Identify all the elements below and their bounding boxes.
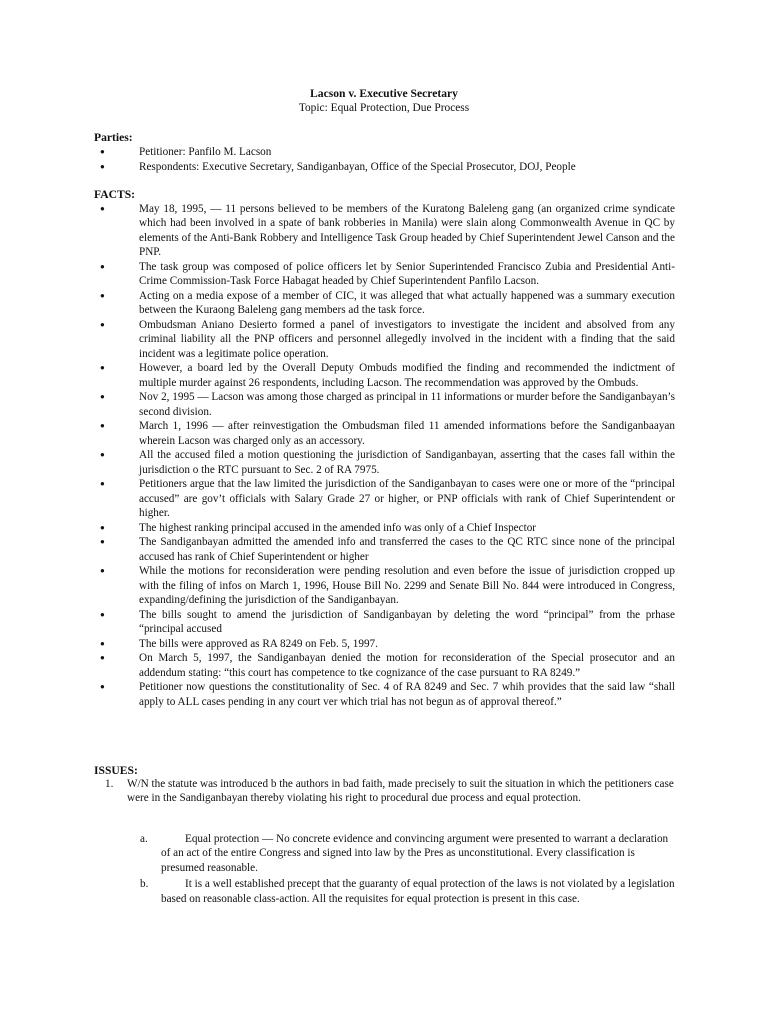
- fact-item: [0, 637, 768, 651]
- fact-text: The task group was composed of police officers let by Senior Superintended Francisco Zubia and Presidential Anti-Crime Commission-Task Force Habagat headed by Chief Superintendent Panfilo Lacson.: [139, 260, 675, 288]
- fact-text: On March 5, 1997, the Sandiganbayan denied the motion for reconsideration of the Special prosecutor and an addendum stating: “this court has competence to tke cognizance of the case pursuant to RA 8249.”: [139, 652, 675, 679]
- issues-heading: ISSUES:: [94, 764, 138, 777]
- fact-item: [0, 318, 768, 361]
- party-item: [0, 160, 768, 174]
- bullet-icon: ●: [100, 290, 105, 300]
- fact-text: The bills were approved as RA 8249 on Feb. 5, 1997.: [139, 637, 378, 650]
- fact-text: Acting on a media expose of a member of CIC, it was alleged that what actually happened was a summary execution between the Kuraong Baleleng gang members ad the task force.: [139, 289, 675, 317]
- fact-item: [0, 521, 768, 535]
- fact-item: [0, 608, 768, 637]
- fact-item: [0, 564, 768, 607]
- fact-item: [0, 202, 768, 260]
- bullet-icon: ●: [100, 653, 105, 663]
- bullet-icon: ●: [100, 450, 105, 460]
- fact-item: [0, 419, 768, 448]
- fact-text: Petitioners argue that the law limited the jurisdiction of the Sandiganbayan to cases were one or more of the “principal accused” are gov’t officials with Salary Grade 27 or higher, or PNP officials with rank of Chief Superintendent or higher.: [139, 478, 675, 520]
- issues-list: [0, 777, 768, 806]
- subpoint-item: [0, 832, 768, 875]
- bullet-icon: ●: [100, 147, 105, 156]
- fact-text: March 1, 1996 — after reinvestigation the Ombudsman filed 11 amended informations before the Sandiganbaayan wherein Lacson was charged only as an accessory.: [139, 420, 675, 447]
- issue-number: 1.: [105, 778, 114, 790]
- facts-list: [0, 202, 768, 709]
- bullet-icon: ●: [100, 537, 105, 547]
- fact-item: [0, 651, 768, 680]
- party-item: [0, 145, 768, 159]
- fact-item: [0, 448, 768, 477]
- subpoint-text: Equal protection — No concrete evidence and convincing argument were presented to warrant a declaration of an act of the entire Congress and signed into law by the Pres as unconstitutional. Every classification is presumed reasonable.: [161, 833, 669, 874]
- issue-text: W/N the statute was introduced b the authors in bad faith, made precisely to suit the situation in which the petitioners case were in the Sandiganbayan thereby violating his right to procedural due process and equal protection.: [127, 778, 674, 805]
- bullet-icon: ●: [100, 479, 105, 489]
- bullet-icon: ●: [100, 204, 105, 213]
- fact-text: Petitioner now questions the constitutionality of Sec. 4 of RA 8249 and Sec. 7 whih provides that the said law “shall apply to ALL cases pending in any court ver which trial has not begun as of approval thereof.”: [139, 681, 675, 708]
- fact-item: [0, 289, 768, 318]
- fact-text: The bills sought to amend the jurisdiction of Sandiganbayan by deleting the word “principal” from the prhase “principal accused: [139, 608, 675, 636]
- case-topic: Topic: Equal Protection, Due Process: [298, 102, 470, 114]
- fact-item: [0, 535, 768, 564]
- bullet-icon: ●: [100, 566, 105, 576]
- fact-text: The Sandiganbayan admitted the amended info and transferred the cases to the QC RTC since none of the principal accused has rank of Chief Superintendent or higher: [139, 536, 675, 563]
- party-text: Respondents: Executive Secretary, Sandiganbayan, Office of the Special Prosecutor, DOJ, People: [139, 161, 576, 174]
- subpoint-item: [0, 877, 768, 906]
- fact-item: [0, 390, 768, 419]
- fact-item: [0, 361, 768, 390]
- bullet-icon: ●: [100, 682, 105, 692]
- fact-item: [0, 477, 768, 520]
- case-title: Lacson v. Executive Secretary: [310, 87, 458, 100]
- party-text: Petitioner: Panfilo M. Lacson: [139, 146, 272, 158]
- fact-text: While the motions for reconsideration were pending resolution and even before the issue of jurisdiction cropped up with the filing of infos on March 1, 1996, House Bill No. 2299 and Senate Bill No. 844 were introduced in Congress, expanding/defining the jurisdiction of the Sandiganbayan.: [139, 565, 675, 607]
- parties-heading: Parties:: [94, 131, 133, 144]
- fact-item: [0, 260, 768, 289]
- bullet-icon: ●: [100, 609, 105, 619]
- parties-list: [0, 145, 768, 176]
- bullet-icon: ●: [100, 261, 105, 271]
- fact-text: All the accused filed a motion questioning the jurisdiction of Sandiganbayan, asserting that the cases fall within the jurisdiction o the RTC pursuant to Sec. 2 of RA 7975.: [139, 449, 675, 476]
- subpoint-letter: b.: [140, 878, 149, 891]
- facts-heading: FACTS:: [94, 188, 136, 201]
- bullet-icon: ●: [100, 638, 105, 648]
- bullet-icon: ●: [100, 392, 105, 402]
- bullet-icon: ●: [100, 522, 105, 532]
- bullet-icon: ●: [100, 421, 105, 431]
- bullet-icon: ●: [100, 319, 105, 329]
- fact-text: Ombudsman Aniano Desierto formed a panel of investigators to investigate the incident and absolved from any criminal liability all the PNP officers and personnel allegedly involved in the incident with a finding that the said incident was a legitimate police operation.: [139, 318, 675, 360]
- issue-item: [0, 777, 768, 806]
- bullet-icon: ●: [100, 363, 105, 373]
- fact-text: May 18, 1995, — 11 persons believed to be members of the Kuratong Baleleng gang (an organized crime syndicate which had been involved in a spate of bank robberies in Manila) were slain along Commonwealth Avenue in QC by elements of the Anti-Bank Robbery and Intelligence Task Group headed by Chief Superintendent Jewel Canson and the PNP.: [139, 203, 675, 259]
- fact-text: Nov 2, 1995 — Lacson was among those charged as principal in 11 informations or murder before the Sandiganbayan’s second division.: [139, 391, 675, 418]
- fact-item: [0, 680, 768, 709]
- bullet-icon: ●: [100, 162, 105, 172]
- subpoint-letter: a.: [140, 833, 148, 845]
- fact-text: However, a board led by the Overall Deputy Ombuds modified the finding and recommended the indictment of multiple murder against 26 respondents, including Lacson. The recommendation was approved by the Ombuds.: [139, 362, 675, 389]
- fact-text: The highest ranking principal accused in the amended info was only of a Chief Inspector: [139, 521, 537, 534]
- subpoint-text: It is a well established precept that the guaranty of equal protection of the laws is not violated by a legislation based on reasonable class-action. All the requisites for equal protection is present in this case.: [161, 878, 675, 905]
- issue-subpoints: [0, 832, 768, 908]
